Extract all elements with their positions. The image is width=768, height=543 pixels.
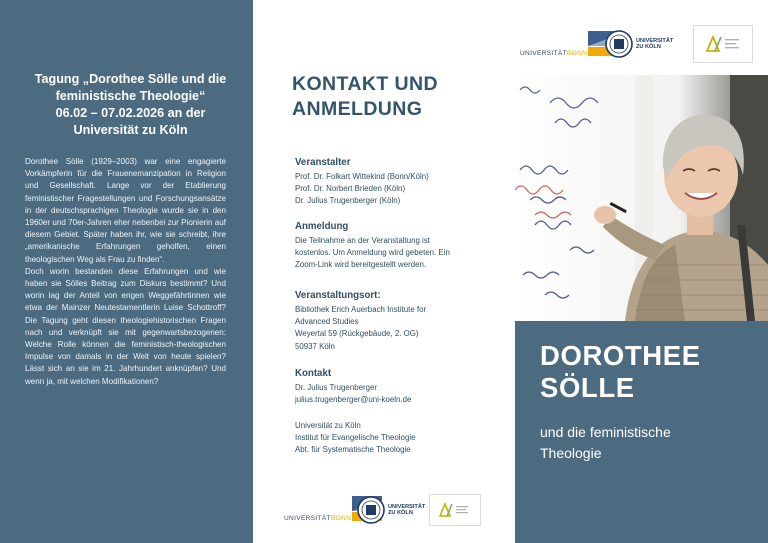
koeln-seal-icon — [357, 496, 385, 524]
description-paragraph-1: Dorothee Sölle (1929–2003) war eine engagierte Vorkämpferin für die Frauenemanzipation in Religion und Gesellschaft. Lange vor der Etablierung feministischer Fragestellungen und Forschungsansätze in der deutschsprachigen Theologie wurde sie in den 1960er und 70er-Jahren eher nebenbei zur Pionierin auf diesem Gebiet. Später haben ihr, wie sie schreibt, ihre „amerikanische Erfahrungen geholfen, einen theologischen Weg als Frau zu finden“. — [25, 157, 226, 264]
description-paragraph-2: Doch worin bestanden diese Erfahrungen und wie haben sie Sölles Beitrag zum Diskurs bestimmt? Und worin lag der Anteil von engen Weggefährtinnen wie etwa der Mainzer Neutestamentlerin Luise Schottroff? Die Tagung geht diesen theologiehistorischen Fragen nach und verknüpft sie mit gegenwartsbezogenen: Welche Rolle können die feministisch-theologischen Impulse von damals in der Welt von heute spielen? Lässt sich an sie im 21. Jahrhundert anknüpfen? Und wenn ja, mit welchen Modifikationen? — [25, 266, 226, 386]
left-panel — [0, 0, 253, 543]
cover-subtitle: und die feministische Theologie — [540, 424, 671, 461]
portrait-illustration — [515, 75, 768, 321]
institute-logo-icon — [694, 26, 752, 62]
dorothee-soelle-photo — [515, 75, 768, 321]
cover-title: DOROTHEE SÖLLE — [540, 340, 701, 403]
section-veranstaltungsort: Veranstaltungsort: Bibliothek Erich Auerbach Institute for Advanced Studies Weyertal 59 (Rückgebäude, 2. OG) 50937 Köln — [295, 290, 427, 351]
section-anmeldung: Anmeldung Die Teilnahme an der Veranstaltung ist kostenlos. Um Anmeldung wird gebeten. Ein Zoom-Link wird bereitgestellt werden. — [295, 221, 450, 270]
event-description — [25, 156, 226, 388]
institute-logo-bottom — [429, 494, 481, 526]
uni-bonn-logo-bottom: UNIVERSITÄTBONN — [284, 496, 382, 523]
institute-logo-top — [693, 25, 753, 63]
contact-email-link[interactable]: julius.trugenberger@uni-koeln.de — [295, 395, 412, 405]
uni-bonn-logo-top: UNIVERSITÄTBONN — [520, 31, 618, 58]
section-institut: Universität zu Köln Institut für Evangelische Theologie Abt. für Systematische Theologie — [295, 421, 416, 455]
institute-logo-icon — [430, 495, 480, 525]
uni-koeln-logo-top: UNIVERSITÄT ZU KÖLN — [605, 30, 673, 58]
section-veranstalter: Veranstalter Prof. Dr. Folkart Wittekind (Bonn/Köln) Prof. Dr. Norbert Brieden (Köln) Dr. Julius Trugenberger (Köln) — [295, 157, 429, 206]
event-title: Tagung „Dorothee Sölle und die feministische Theologie“ 06.02 – 07.02.2026 an der Universität zu Köln — [34, 72, 227, 137]
cover-panel — [515, 0, 768, 543]
uni-koeln-logo-bottom: UNIVERSITÄT ZU KÖLN — [357, 496, 425, 524]
cover-title-box — [515, 321, 768, 543]
page-title: KONTAKT UND ANMELDUNG — [292, 73, 438, 120]
section-kontakt: Kontakt Dr. Julius Trugenberger julius.trugenberger@uni-koeln.de — [295, 367, 505, 406]
